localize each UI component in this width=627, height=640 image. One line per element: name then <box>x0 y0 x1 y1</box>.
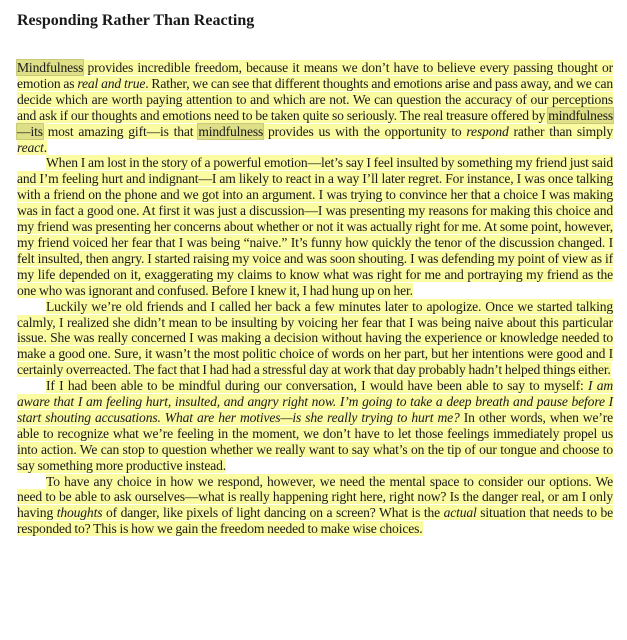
text-run: When I am lost in the story of a powerful emotion—let’s say I feel insulted by something my friend just said and I’m feeling hurt and indignant—I am likely to react in a way I’ll later regret. For instance, I was once talking with a friend on the phone and we got into an argument. I was trying to convince her that a choice I was making was in fact a good one. At first it was just a discussion—I was presenting my reasons for making this choice and my friend was presenting her concerns about whether or not it was actually right for me. At some point, however, my friend voiced her fear that I was being “naive.” It’s funny how quickly the tenor of the discussion changed. I felt insulted, then angry. I started raising my voice and was soon shouting. I was defending my point of view as if my life depended on it, exaggerating my claims to know what was right for me and portraying my friend as the one who was ignorant and confused. Before I knew it, I had hung up on her. <box>17 155 613 298</box>
italic-phrase: real and true <box>77 75 146 91</box>
highlighted-text <box>17 299 613 378</box>
text-run: Luckily we’re old friends and I called her back a few minutes later to apologize. Once we started talking calmly, I realized she didn’t mean to be insulting by voicing her fear that I was being naive about this particular issue. She was really concerned I was making a decision without having the experience or knowledge needed to make a good one. Sure, it wasn’t the most politic choice of words on her part, but her intentions were good and I certainly overreacted. The fact that I had had a stressful day at work that day probably hadn’t helped things either. <box>17 298 613 378</box>
paragraph-5 <box>17 474 613 538</box>
text-run: To have any choice in how we respond, however, we need the mental space to consider our options. We need to be able to ask ourselves—what is really happening right here, right now? Is the danger real, or am I only having <box>17 473 613 521</box>
text-run: most amazing gift—is that <box>42 123 199 139</box>
paragraph-1 <box>17 60 613 155</box>
text-run: provides us with the opportunity to <box>263 123 467 139</box>
paragraph-3 <box>17 299 613 379</box>
text-run: rather than simply <box>508 123 613 139</box>
text-run: situation that needs to be responded to? This is how we gain the freedom needed to make wise choices. <box>17 505 613 537</box>
highlighted-text <box>17 378 613 473</box>
italic-phrase: I am aware that I am feeling hurt, insulted, and angry right now. I’m going to take a deep breath and pause before I start shouting accusations. What are her motives—is she really trying to hurt me? <box>17 378 614 425</box>
keyword-highlight: mindfulness—its <box>17 107 613 139</box>
text-run: . Rather, we can see that different thoughts and emotions arise and pass away, and we can decide which are worth paying attention to and which are not. We can question the accuracy of our perceptions and ask if our thoughts and emotions need to be taken quite so seriously. The real treasure offered by <box>17 75 614 123</box>
italic-phrase: actual <box>443 505 477 521</box>
keyword-highlight: Mindfulness <box>17 60 84 75</box>
highlighted-text <box>17 60 613 155</box>
highlighted-text <box>17 155 613 297</box>
body-text <box>17 60 613 537</box>
text-run: In other words, when we’re able to recognize what we’re feeling in the moment, we don’t have to let those feelings immediately propel us into action. We can stop to question whether we really want to say what’s on the tip of our tongue and choose to say something more productive instead. <box>17 409 613 473</box>
text-run: provides incredible freedom, because it means we don’t have to believe every passing thought or emotion as <box>17 60 613 91</box>
text-run: If I had been able to be mindful during our conversation, I would have been able to say to myself: <box>46 378 588 394</box>
text-run: . <box>43 139 47 155</box>
text-run: of danger, like pixels of light dancing on a screen? What is the <box>102 505 444 521</box>
italic-phrase: thoughts <box>56 505 103 521</box>
italic-phrase: respond <box>466 123 509 139</box>
document-page <box>17 10 613 537</box>
italic-phrase: react <box>17 139 44 155</box>
section-heading: Responding Rather Than Reacting <box>17 12 255 29</box>
paragraph-2 <box>17 155 613 298</box>
highlighted-text <box>17 474 613 537</box>
keyword-highlight: mindfulness <box>198 123 264 139</box>
paragraph-4 <box>17 378 613 473</box>
